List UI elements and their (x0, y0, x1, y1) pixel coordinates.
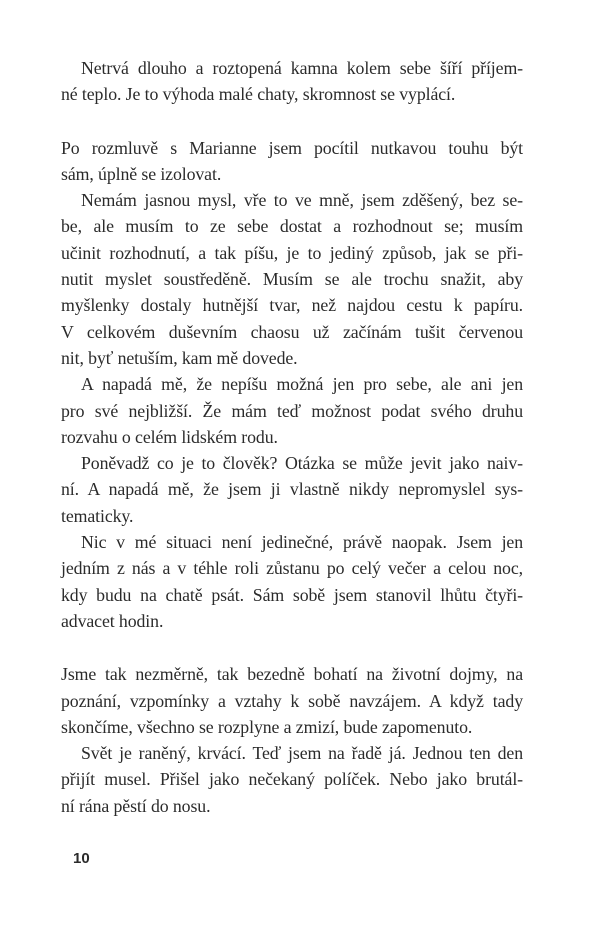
text-line: učinit rozhodnutí, a tak píšu, je to jediný způsob, jak se při- (61, 242, 523, 263)
text-line: přijít musel. Přišel jako nečekaný políček. Nebo jako brutál- (61, 769, 523, 790)
text-line: be, ale musím to ze sebe dostat a rozhodnout se; musím (61, 216, 523, 237)
page-number: 10 (73, 850, 90, 867)
text-line: sám, úplně se izolovat. (61, 163, 222, 184)
text-line: ní. A napadá mě, že jsem ji vlastně nikdy nepromyslel sys- (61, 479, 523, 500)
text-line: skončíme, všechno se rozplyne a zmizí, bude zapomenuto. (61, 716, 473, 737)
text-line: advacet hodin. (61, 610, 164, 631)
text-line: myšlenky dostaly hutnější tvar, než najdou cestu k papíru. (61, 295, 523, 316)
paragraph (61, 450, 523, 529)
text-line: Netrvá dlouho a roztopená kamna kolem sebe šíří příjem- (81, 58, 523, 78)
text-line: kdy budu na chatě psát. Sám sobě jsem stanovil lhůtu čtyři- (61, 584, 523, 605)
text-line: Poněvadž co je to člověk? Otázka se může jevit jako naiv- (81, 453, 523, 474)
text-line: tematicky. (61, 505, 134, 526)
paragraph (61, 740, 523, 819)
text-line: Nemám jasnou mysl, vře to ve mně, jsem zděšený, bez se- (81, 190, 523, 211)
text-line: Po rozmluvě s Marianne jsem pocítil nutkavou touhu být (61, 137, 523, 158)
text-line: né teplo. Je to výhoda malé chaty, skromnost se vyplácí. (61, 84, 456, 105)
paragraph (61, 55, 523, 108)
text-line: jedním z nás a v téhle roli zůstanu po celý večer a celou noc, (61, 558, 523, 579)
paragraph (61, 187, 523, 371)
text-line: rozvahu o celém lidském rodu. (61, 426, 278, 447)
page-text-block (61, 55, 523, 819)
text-line: A napadá mě, že nepíšu možná jen pro sebe, ale ani jen (81, 374, 523, 395)
paragraph (61, 135, 523, 188)
text-line: Svět je raněný, krvácí. Teď jsem na řadě já. Jednou ten den (81, 743, 523, 764)
text-line: Nic v mé situaci není jedinečné, právě naopak. Jsem jen (81, 532, 523, 553)
paragraph (61, 371, 523, 450)
paragraph (61, 529, 523, 634)
text-line: pro své nejbližší. Že mám teď možnost podat svého druhu (61, 400, 523, 421)
text-line: ní rána pěstí do nosu. (61, 795, 211, 816)
text-line: poznání, vzpomínky a vztahy k sobě navzájem. A když tady (61, 690, 523, 711)
text-line: nit, byť netuším, kam mě dovede. (61, 347, 298, 368)
paragraph (61, 661, 523, 740)
text-line: V celkovém duševním chaosu už začínám tušit červenou (61, 321, 523, 342)
text-line: nutit myslet soustředěně. Musím se ale trochu snažit, aby (61, 269, 523, 290)
text-line: Jsme tak nezměrně, tak bezedně bohatí na životní dojmy, na (61, 664, 523, 685)
